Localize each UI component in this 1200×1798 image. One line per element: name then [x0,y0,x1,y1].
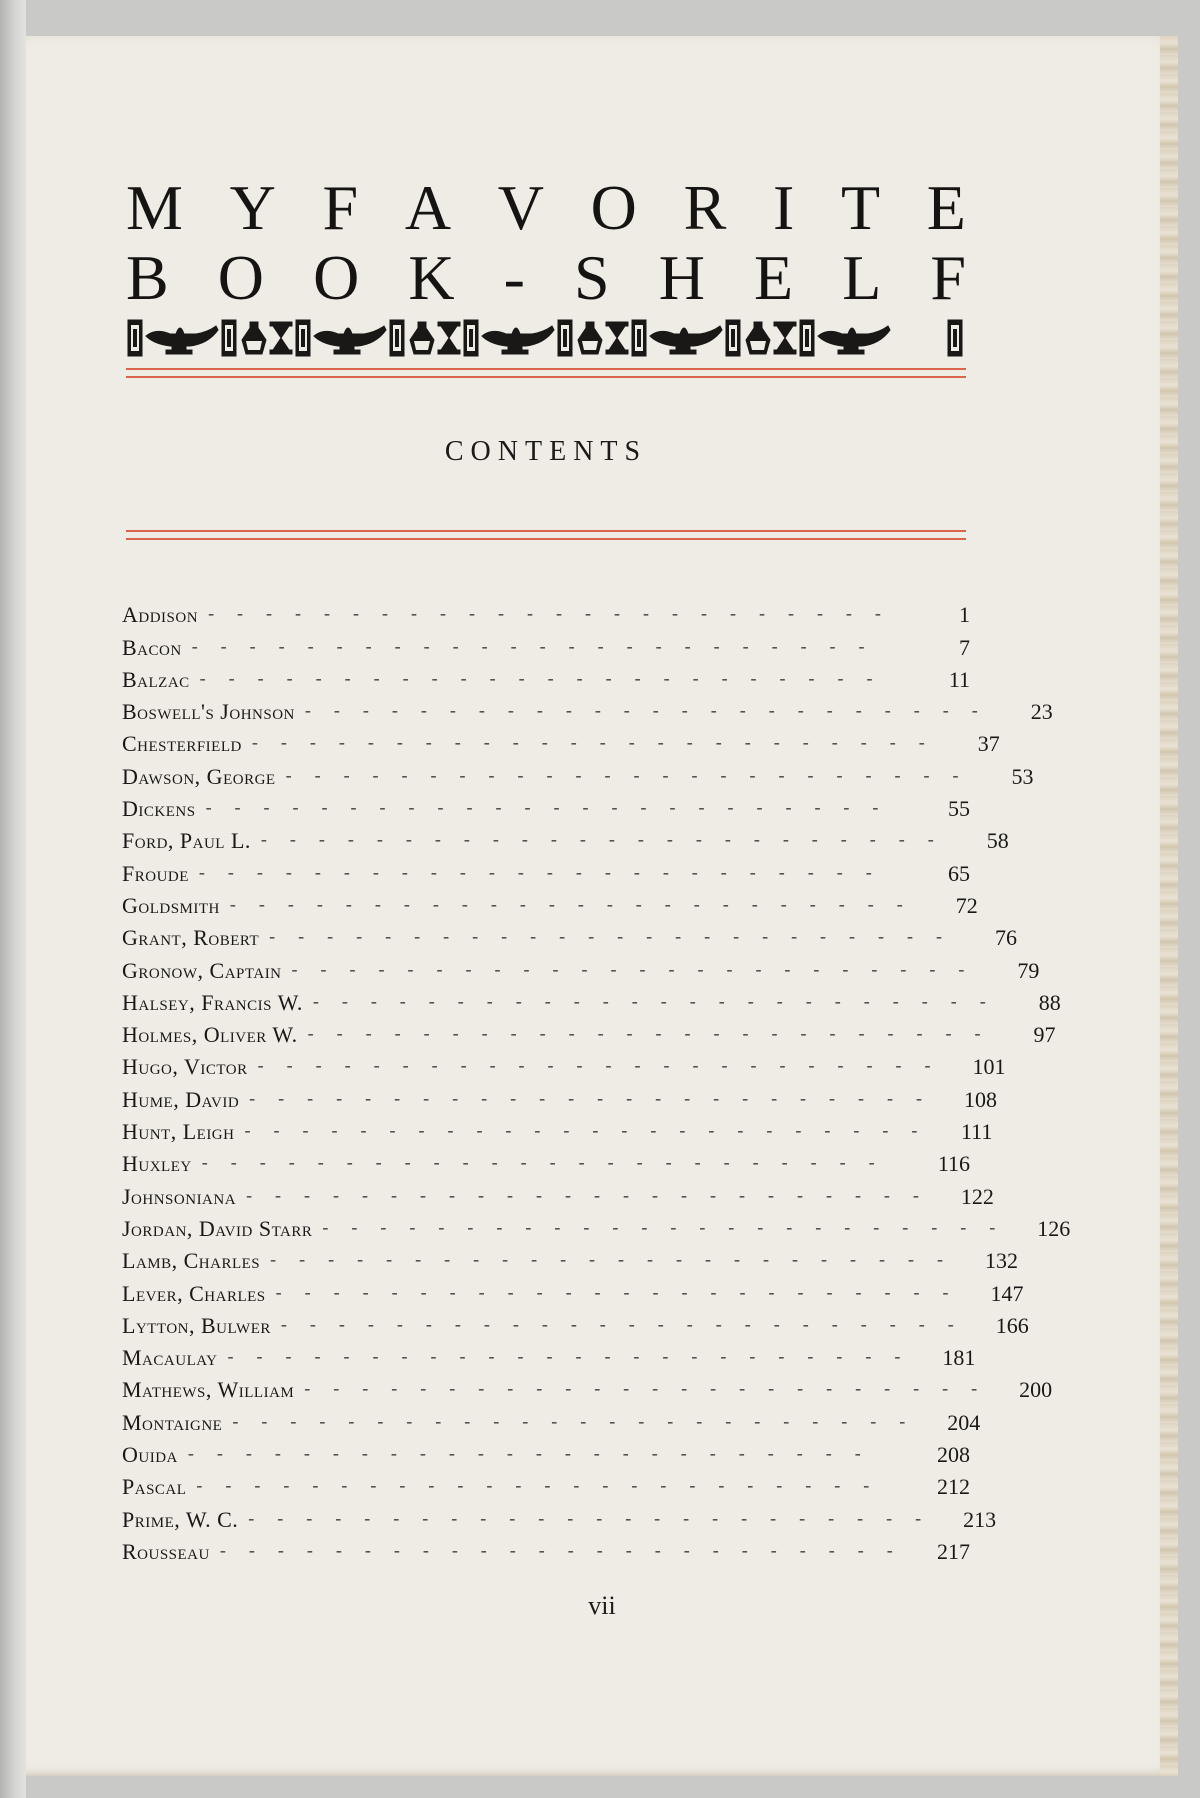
title-letter: V [497,172,544,243]
toc-entry-name: Ford, Paul L. [122,828,251,854]
title-letter: T [841,172,881,243]
toc-entry [122,919,1018,951]
toc-entry [122,1177,994,1209]
toc-entry [122,661,970,693]
toc-entry-page: 76 [995,925,1018,951]
toc-entry-page: 147 [990,1280,1024,1306]
hourglass-icon [438,322,460,326]
dot-leader: ------------------------ [246,1184,942,1205]
title-letter: B [126,242,169,313]
toc-entry-page: 37 [977,731,1000,757]
dot-leader: ------------------------ [257,1055,954,1076]
toc-entry-name: Chesterfield [122,731,242,757]
title-letter: E [926,172,966,243]
dot-leader: ------------------------ [307,1023,1004,1044]
toc-entry [122,1145,970,1177]
hourglass-icon [774,322,796,326]
dot-leader: ------------------------ [291,958,988,979]
toc-entry-page: 181 [942,1345,976,1371]
dot-leader: ------------------------ [208,604,918,622]
title-letter: O [313,242,360,313]
title-letter: Y [229,172,276,243]
toc-entry-page: 88 [1038,989,1061,1015]
dot-leader: ------------------------ [248,1507,945,1528]
toc-entry-name: Grant, Robert [122,925,260,951]
toc-entry-name: Huxley [122,1151,192,1177]
toc-entry-name: Dawson, George [122,763,276,789]
dot-leader: ------------------------ [280,1313,977,1334]
contents-list [122,596,1071,1565]
toc-entry [122,1016,1056,1048]
toc-entry-name: Addison [122,602,199,628]
dot-leader: ------------------------ [232,1410,929,1431]
dot-leader: ------------------------ [227,1346,924,1367]
title-letter: F [930,242,966,313]
toc-entry-page: 208 [937,1442,970,1468]
toc-entry-page: 204 [947,1409,981,1435]
toc-entry-name: Pascal [122,1474,187,1500]
toc-entry-name: Lamb, Charles [122,1248,261,1274]
title-letter: S [574,242,610,313]
rule-top-1 [126,368,966,370]
toc-entry-name: Montaigne [122,1409,223,1435]
toc-entry [122,628,970,660]
ornament-border [126,314,966,360]
toc-entry-page: 116 [937,1151,970,1177]
toc-entry [122,1274,1024,1306]
dot-leader: ------------------------ [229,893,926,914]
rule-mid-2 [126,538,966,540]
title-letter: L [842,242,882,313]
rule-mid-1 [126,530,966,532]
title-letter: O [590,172,637,243]
toc-entry-name: Hume, David [122,1086,240,1112]
dot-leader: ------------------------ [304,700,1001,721]
dot-leader: ------------------------ [188,1444,918,1462]
toc-entry-page: 217 [937,1538,970,1564]
toc-entry [122,1339,976,1371]
toc-entry [122,887,978,919]
toc-entry-page: 108 [964,1086,998,1112]
toc-entry-name: Dickens [122,796,196,822]
toc-entry-page: 65 [948,860,970,886]
dot-leader: ------------------------ [249,1087,946,1108]
toc-entry-name: Hunt, Leigh [122,1119,235,1145]
toc-entry [122,790,970,822]
title-letter: R [683,172,727,243]
toc-entry [122,822,1009,854]
dot-leader: ------------------------ [269,926,966,947]
contents-heading: CONTENTS [444,436,648,467]
toc-entry-name: Rousseau [122,1538,210,1564]
toc-entry-name: Lytton, Bulwer [122,1312,271,1338]
toc-entry-name: Jordan, David Starr [122,1215,313,1241]
toc-entry [122,1080,998,1112]
toc-entry-page: 200 [1019,1377,1053,1403]
toc-entry-page: 72 [955,892,978,918]
toc-entry [122,1048,1006,1080]
title-letter: E [754,242,794,313]
toc-entry [122,1371,1053,1403]
toc-entry [122,757,1034,789]
toc-entry-page: 122 [960,1183,994,1209]
title-letter: M [126,172,183,243]
dot-leader: ------------------------ [244,1120,941,1141]
page-number: vii [588,1591,616,1620]
deckle-edge [1160,36,1178,1776]
toc-entry-page: 1 [959,602,970,628]
dot-leader: ------------------------ [270,1249,966,1270]
toc-entry [122,1436,970,1468]
toc-entry-name: Froude [122,860,189,886]
toc-entry-name: Goldsmith [122,892,220,918]
toc-entry-page: 132 [984,1248,1018,1274]
dot-leader: ------------------------ [251,732,948,753]
toc-entry-name: Johnsoniana [122,1183,237,1209]
toc-entry-page: 101 [972,1054,1006,1080]
toc-entry [122,1210,1071,1242]
title-letter: K [408,242,455,313]
toc-entry-page: 53 [1011,763,1034,789]
title-letter: H [658,242,705,313]
toc-entry-name: Macaulay [122,1345,218,1371]
toc-entry-name: Boswell's Johnson [122,699,295,725]
toc-entry-page: 166 [995,1312,1029,1338]
dot-leader: ------------------------ [285,764,982,785]
toc-entry-page: 126 [1037,1215,1071,1241]
toc-entry [122,596,970,628]
toc-entry-page: 58 [986,828,1009,854]
dot-leader: ------------------------ [196,1476,918,1494]
rule-top-2 [126,376,966,378]
toc-entry-name: Hugo, Victor [122,1054,248,1080]
dot-leader: ------------------------ [304,1378,1001,1399]
dot-leader: ------------------------ [275,1281,972,1302]
toc-entry-page: 55 [948,796,970,822]
toc-entry-page: 23 [1030,699,1053,725]
toc-entry [122,1307,1029,1339]
toc-entry [122,693,1053,725]
dot-leader: ------------------------ [220,1541,918,1559]
toc-entry-name: Mathews, William [122,1377,295,1403]
dot-leader: ------------------------ [322,1216,1019,1237]
toc-entry-name: Lever, Charles [122,1280,266,1306]
dot-leader: ------------------------ [200,669,918,687]
dot-leader: ------------------------ [312,990,1009,1011]
toc-entry-page: 7 [959,634,970,660]
toc-entry [122,951,1040,983]
toc-entry-name: Prime, W. C. [122,1506,239,1532]
toc-entry [122,984,1061,1016]
toc-entry [122,1403,981,1435]
title-letter: O [217,242,264,313]
dot-leader: ------------------------ [192,637,918,655]
toc-entry [122,1500,997,1532]
toc-entry [122,725,1000,757]
toc-entry-name: Bacon [122,634,182,660]
toc-entry-name: Gronow, Captain [122,957,282,983]
toc-entry-page: 11 [948,666,970,692]
title-line-1 [126,174,966,242]
toc-entry [122,1242,1018,1274]
toc-entry [122,1533,970,1565]
title-line-2 [126,244,966,312]
title-letter: I [772,172,795,243]
facing-page-edge [0,0,26,1798]
toc-entry [122,1113,993,1145]
toc-entry-page: 213 [963,1506,997,1532]
hourglass-icon [606,322,628,326]
toc-entry-name: Holmes, Oliver W. [122,1022,298,1048]
toc-entry-name: Halsey, Francis W. [122,989,303,1015]
toc-entry-name: Balzac [122,666,190,692]
dot-leader: ------------------------ [202,1153,918,1171]
title-letter: A [404,172,452,243]
toc-entry-page: 97 [1033,1022,1056,1048]
toc-entry-page: 111 [960,1119,993,1145]
toc-entry-page: 212 [937,1474,970,1500]
toc-entry [122,1468,970,1500]
hourglass-icon [270,322,292,326]
toc-entry-page: 79 [1017,957,1040,983]
dot-leader: ------------------------ [206,798,918,816]
toc-entry [122,854,970,886]
dot-leader: ------------------------ [260,829,957,850]
toc-entry-name: Ouida [122,1442,178,1468]
title-letter: F [322,172,359,243]
dot-leader: ------------------------ [199,863,918,881]
book-page [26,36,1178,1776]
title-letter: - [503,242,525,313]
